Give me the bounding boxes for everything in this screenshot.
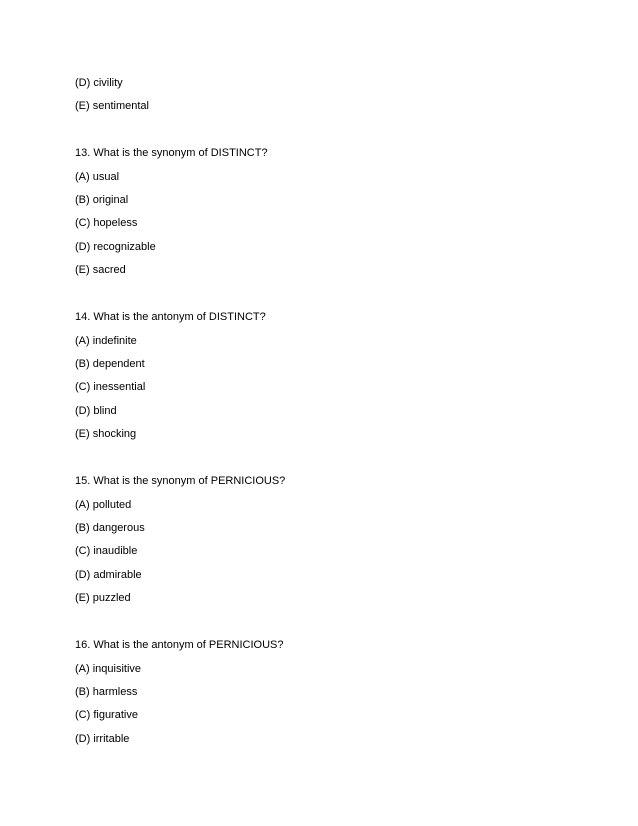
option-text: (D) admirable xyxy=(75,569,142,581)
option-text: (E) puzzled xyxy=(75,592,131,604)
option-text: (A) usual xyxy=(75,171,120,183)
option-text: (D) blind xyxy=(75,405,117,417)
option-text: (D) civility xyxy=(75,77,123,89)
option-text: (B) harmless xyxy=(75,686,138,698)
option-text: (C) figurative xyxy=(75,709,138,721)
option-text: (B) dependent xyxy=(75,358,145,370)
option-text: (D) recognizable xyxy=(75,241,156,253)
option-text: (B) original xyxy=(75,194,129,206)
option-text: (B) dangerous xyxy=(75,522,145,534)
question-prompt: 15. What is the synonym of PERNICIOUS? xyxy=(75,475,286,487)
option-text: (A) polluted xyxy=(75,499,132,511)
option-text: (E) shocking xyxy=(75,428,137,440)
option-text: (D) irritable xyxy=(75,733,130,745)
question-prompt: 13. What is the synonym of DISTINCT? xyxy=(75,147,268,159)
option-text: (E) sacred xyxy=(75,264,126,276)
option-text: (C) hopeless xyxy=(75,217,138,229)
question-prompt: 16. What is the antonym of PERNICIOUS? xyxy=(75,639,284,651)
option-text: (A) indefinite xyxy=(75,335,137,347)
option-text: (E) sentimental xyxy=(75,100,149,112)
option-text: (C) inaudible xyxy=(75,545,138,557)
question-prompt: 14. What is the antonym of DISTINCT? xyxy=(75,311,266,323)
option-text: (C) inessential xyxy=(75,381,146,393)
option-text: (A) inquisitive xyxy=(75,663,142,675)
